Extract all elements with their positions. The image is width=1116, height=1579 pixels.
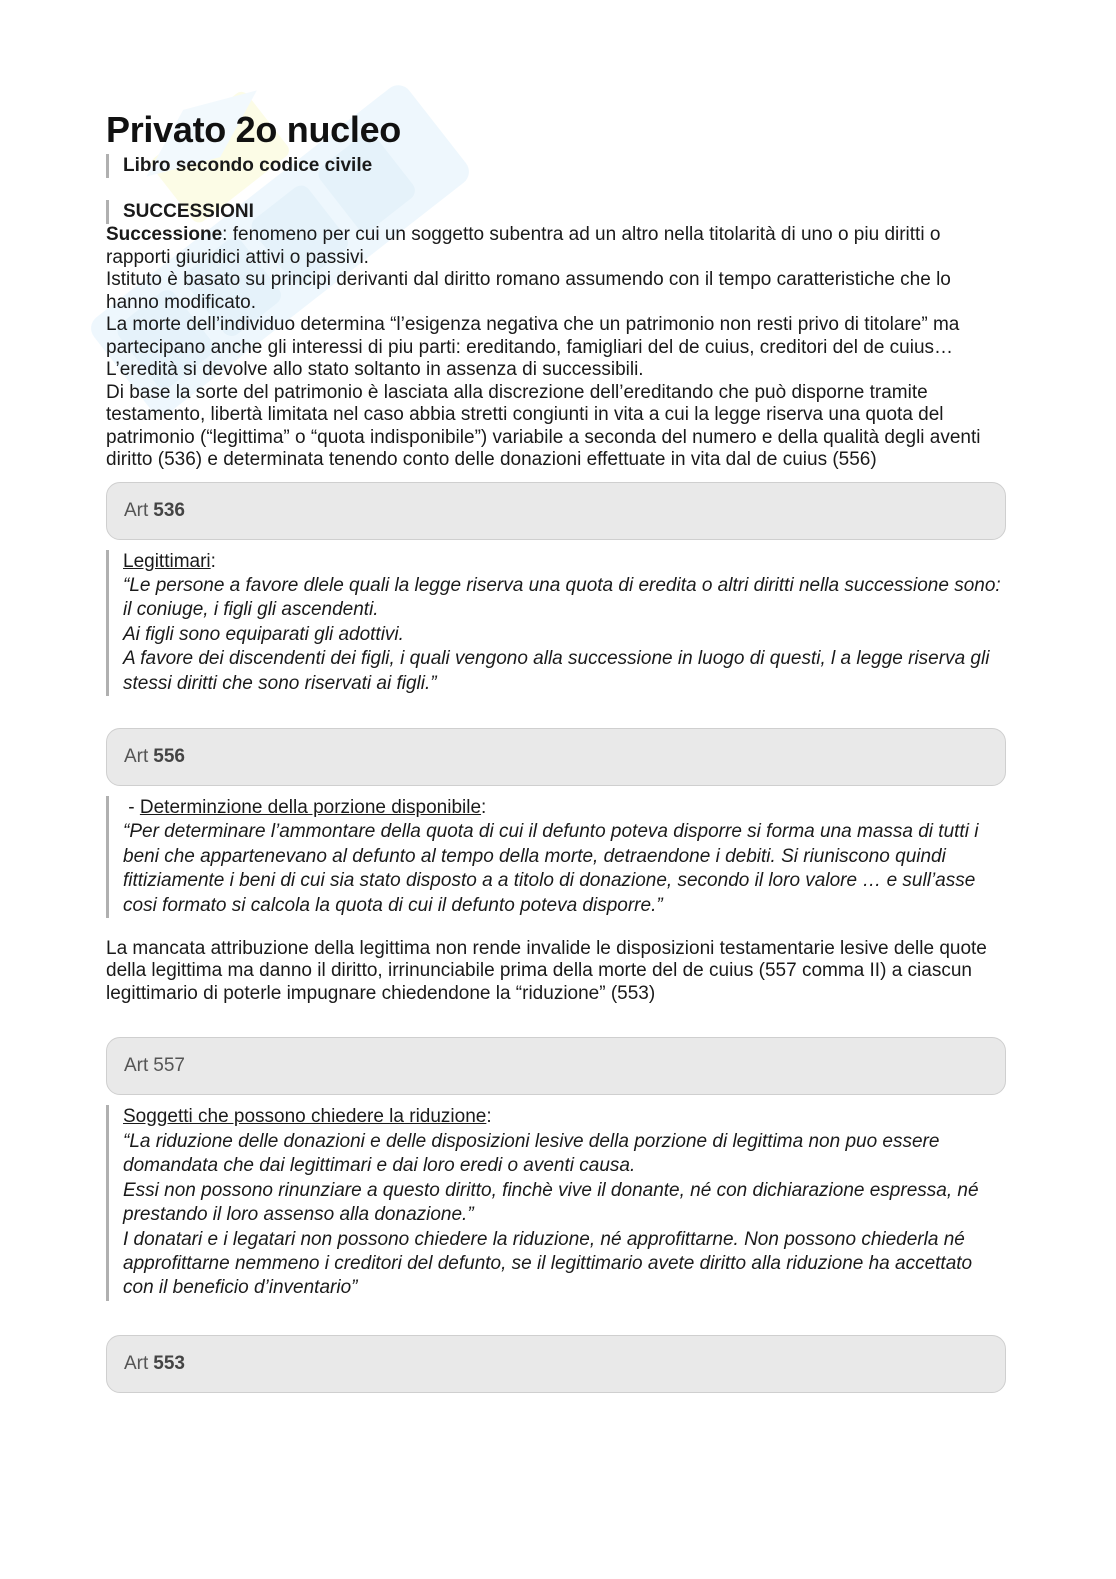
intro-line: Di base la sorte del patrimonio è lasciata alla discrezione dell’ereditando che può disporne tramite testamento, libertà limitata nel caso abbia stretti congiunti in vita a cui la legge riserva una quota del patrimonio (“legittima” o “quota indisponibile”) variabile a seconda del numero e della qualità degli aventi diritto (536) e determinata tenendo conto delle donazioni effettuate in vita dal de cuius (556) — [106, 381, 981, 470]
intro-line: L’eredità si devolve allo stato soltanto in assenza di successibili. — [106, 359, 644, 380]
quote-line: “La riduzione delle donazioni e delle disposizioni lesive della porzione di legittima non puo essere domandata che dai legittimari e dai loro eredi o aventi causa. — [123, 1130, 940, 1177]
quote-536 — [106, 550, 1006, 696]
colon: : — [486, 1106, 492, 1128]
intro-definition-text: : fenomeno per cui un soggetto subentra ad un altro nella titolarità di uno o piu diritti o rapporti giuridici attivi o passivi. — [106, 224, 941, 268]
intro-term: Successione — [106, 224, 223, 245]
dash: - — [123, 796, 140, 818]
article-box-536 — [106, 482, 1006, 540]
article-number: 536 — [153, 499, 185, 521]
quote-heading-text: Determinzione della porzione disponibile — [139, 796, 482, 818]
article-number: 557 — [153, 1055, 185, 1077]
intro-line: La morte dell’individuo determina “l’esigenza negativa che un patrimonio non resti privo di titolare” ma partecipano anche gli interessi di piu parti: ereditando, famigliari del de cuius, creditori del de cuius… — [106, 314, 960, 358]
quote-line: A favore dei discendenti dei figli, i quali vengono alla successione in luogo di questi, l a legge riserva gli stessi diritti che sono riservati ai figli.” — [123, 648, 990, 694]
quote-heading — [123, 1105, 1006, 1129]
mid-paragraph: La mancata attribuzione della legittima non rende invalide le disposizioni testamentarie lesive delle quote della legittima ma danno il diritto, irrinunciabile prima della morte del de cuius (557 comma II) a ciascun legittimario di poterle impugnare chiedendone la “riduzione” (553) — [106, 937, 987, 1004]
article-prefix: Art — [124, 499, 149, 521]
article-prefix: Art — [124, 1055, 149, 1077]
article-prefix: Art — [124, 745, 149, 767]
quote-557 — [106, 1105, 1006, 1300]
article-number: 556 — [153, 745, 185, 767]
quote-text: “Per determinare l’ammontare della quota di cui il defunto poteva disporre si forma una massa di tutti i beni che appartenevano al defunto al tempo della morte, detraendone i debiti. Si riuniscono quindi fittiziamente i beni di cui sia stato disposto a a titolo di donazione, secondo il loro valore … e sull’asse cosi formato si calcola la quota di cui il defunto poteva disporre.” — [123, 821, 979, 916]
colon: : — [210, 550, 216, 572]
intro-line: Istituto è basato su principi derivanti dal diritto romano assumendo con il tempo caratteristiche che lo hanno modificato. — [106, 269, 951, 313]
quote-heading-text: Soggetti che possono chiedere la riduzione — [123, 1106, 487, 1128]
quote-line: I donatari e i legatari non possono chiedere la riduzione, né approfittarne. Non possono chiederla né approfittarne nemmeno i creditori del defunto, se il legittimario avete diritto alla riduzione ha accettato con il beneficio d’inventario” — [123, 1228, 973, 1299]
quote-line: Ai figli sono equiparati gli adottivi. — [123, 623, 404, 645]
quote-556 — [106, 796, 1006, 918]
subtitle: Libro secondo codice civile — [106, 154, 1006, 178]
quote-heading-text: Legittimari — [123, 550, 211, 572]
section-heading: SUCCESSIONI — [106, 200, 1006, 224]
article-box-556 — [106, 728, 1006, 786]
document-page — [106, 108, 1006, 1393]
quote-line: “Le persone a favore dlele quali la legge riserva una quota di eredita o altri diritti nella successione sono: il coniuge, i figli gli ascendenti. — [123, 574, 1001, 621]
intro-definition — [106, 224, 1006, 269]
quote-heading — [123, 550, 1006, 574]
article-prefix: Art — [124, 1352, 149, 1374]
colon: : — [481, 796, 487, 818]
article-box-553 — [106, 1335, 1006, 1393]
article-number: 553 — [153, 1352, 185, 1374]
page-title: Privato 2o nucleo — [106, 109, 401, 150]
quote-heading — [123, 796, 1006, 820]
article-box-557 — [106, 1037, 1006, 1095]
quote-line: Essi non possono rinunziare a questo diritto, finchè vive il donante, né con dichiarazione espressa, né prestando il loro assenso alla donazione.” — [123, 1179, 979, 1226]
